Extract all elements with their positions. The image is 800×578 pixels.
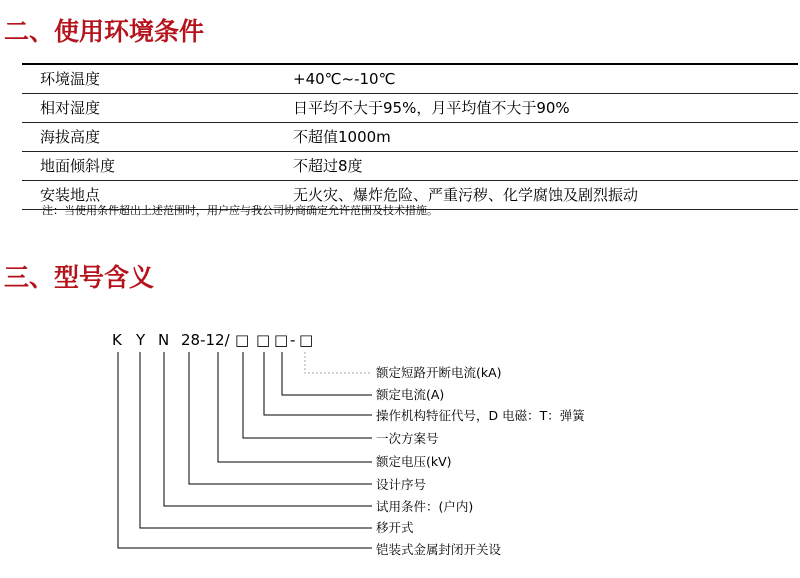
desc-condition: 试用条件：(户内) (376, 499, 474, 514)
row-label: 安装地点 (22, 181, 293, 210)
desc-removable: 移开式 (376, 520, 414, 535)
desc-mechanism: 操作机构特征代号，D 电磁：T：弹簧 (376, 408, 585, 423)
code-box-1: □ (235, 331, 250, 349)
row-label: 地面倾斜度 (22, 152, 293, 181)
desc-armored: 铠装式金属封闭开关设 (376, 542, 502, 557)
leader-line-voltage (218, 352, 372, 462)
leader-line-removable (140, 352, 372, 528)
usage-note: 注：当使用条件超出上述范围时，用户应与我公司协商确定允许范围及技术措施。 (42, 204, 438, 217)
row-value: 日平均不大于95%，月平均值不大于90% (293, 94, 798, 123)
code-series: 28-12/ (181, 331, 230, 349)
code-box-2: □ (256, 331, 271, 349)
row-value: 不超值1000m (293, 123, 798, 152)
desc-rated-current: 额定电流(A) (376, 387, 445, 402)
section-heading-model: 三、型号含义 (4, 263, 155, 292)
row-label: 相对湿度 (22, 94, 293, 123)
leader-line-design (189, 352, 372, 484)
code-char-k: K (112, 331, 122, 349)
desc-breaking-current: 额定短路开断电流(kA) (376, 365, 502, 380)
leader-line-mechanism (264, 352, 372, 415)
leader-line-condition (164, 352, 372, 506)
desc-voltage: 额定电压(kV) (376, 454, 452, 469)
code-box-4: □ (299, 331, 314, 349)
code-dash: - (290, 331, 296, 349)
leader-line-breaking-current (305, 352, 372, 373)
code-box-3: □ (274, 331, 289, 349)
desc-scheme: 一次方案号 (376, 431, 439, 446)
code-char-y: Y (136, 331, 146, 349)
row-value: 无火灾、爆炸危险、严重污秽、化学腐蚀及剧烈振动 (293, 181, 798, 210)
leader-line-armored (118, 352, 372, 548)
row-label: 环境温度 (22, 64, 293, 94)
row-label: 海拔高度 (22, 123, 293, 152)
code-char-n: N (158, 331, 170, 349)
leader-line-rated-current (282, 352, 372, 395)
row-value: 不超过8度 (293, 152, 798, 181)
desc-design: 设计序号 (376, 477, 427, 492)
row-value: +40℃~-10℃ (293, 64, 798, 94)
section-heading-env: 二、使用环境条件 (4, 17, 205, 46)
